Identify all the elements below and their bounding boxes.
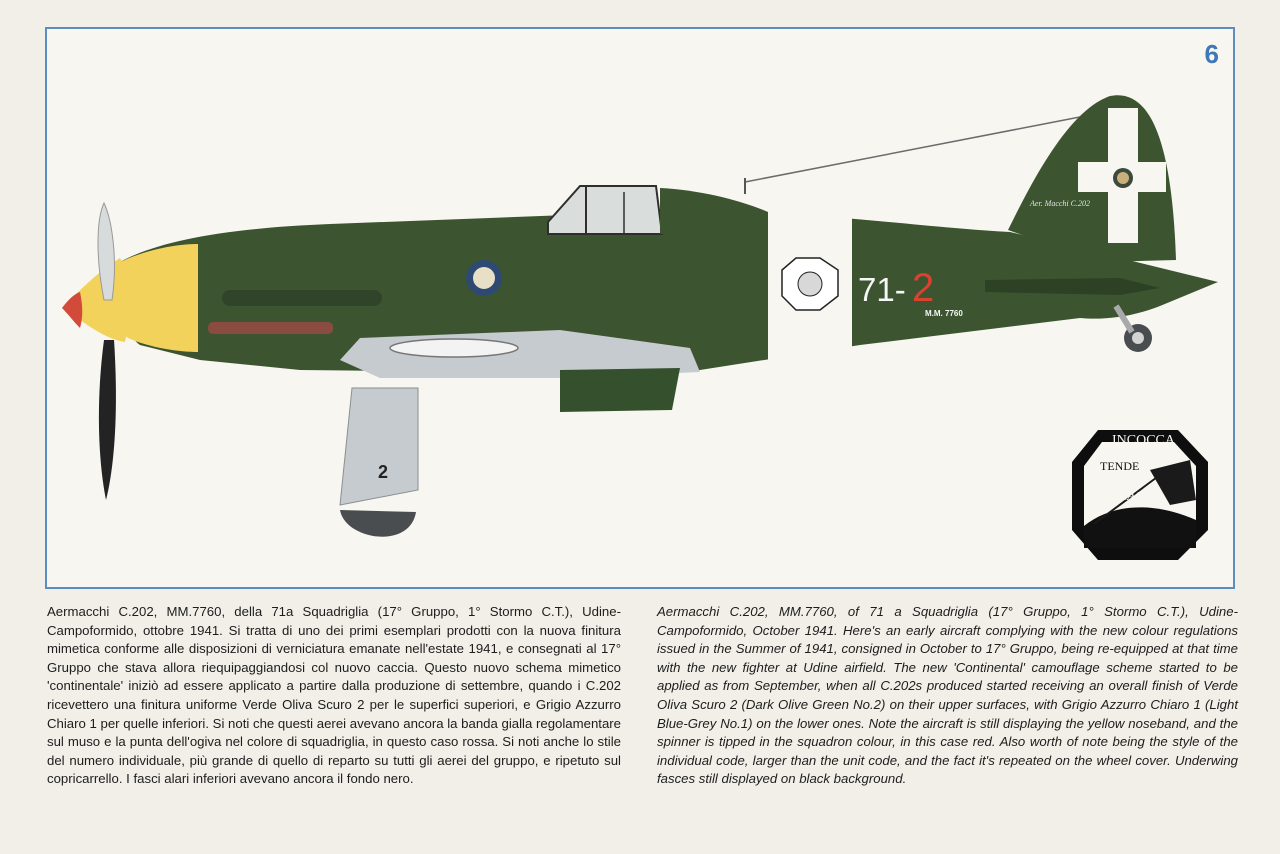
radiator-intake: [390, 339, 518, 357]
aircraft-profile-illustration: [47, 29, 1233, 587]
belly-scoop: [560, 368, 680, 412]
badge-line-2: TENDE: [1100, 459, 1140, 473]
caption-english: [657, 603, 1238, 789]
badge-line-1: INCOCCA: [1112, 433, 1176, 448]
code-unit-text: 71-: [858, 271, 906, 308]
caption-italian: [47, 603, 621, 789]
cowling-fairing: [222, 290, 382, 306]
plate-number: 6: [1204, 39, 1219, 69]
antenna-wire: [745, 116, 1085, 182]
propeller-blade-bottom: [99, 340, 116, 500]
caption-italian-text: Aermacchi C.202, MM.7760, della 71a Squadriglia (17° Gruppo, 1° Stormo C.T.), Udine-Campoformido, ottobre 1941. Si tratta di uno dei primi esemplari prodotti con la nuova finitura mimetica conforme alle disposizioni di verniciatura emanate nell'estate 1941, e consegnati al 17° Gruppo che stava allora riequipaggiandosi col nuovo caccia. Questo nuovo schema mimetico 'continentale' iniziò ad essere applicato a partire dalla produzione di settembre, quando i C.202 ricevettero una finitura uniforme Verde Oliva Scuro 2 per le superfici superiori, e Grigio Azzurro Chiaro 1 per quelle inferiori. Si noti che questi aerei avevano ancora la banda gialla regolamentare sul muso e la punta dell'ogiva nel colore di squadriglia, in questo caso rossa. Si noti anche lo stile del numero individuale, più grande di quello di reparto su tutti gli aerei del gruppo, e ripetuto sul copricarrello. I fasci alari inferiori avevano ancora il fondo nero.: [47, 604, 622, 787]
spinner-red-tip: [62, 292, 82, 328]
tail-stencil-text: Aer. Macchi C.202: [1030, 199, 1090, 208]
profile-plate: [45, 27, 1235, 589]
serial-marking-text: M.M. 7760: [925, 309, 963, 318]
exhaust-stacks: [208, 322, 333, 334]
main-gear-leg: [340, 388, 418, 505]
canopy-frame: [548, 186, 662, 234]
code-number-text: 2: [912, 266, 935, 310]
badge-line-3: SCAGLIA: [1112, 488, 1164, 503]
main-gear-wheel: [340, 510, 416, 537]
wheel-cover-number-text: 2: [378, 462, 389, 482]
caption-english-text: Aermacchi C.202, MM.7760, of 71 a Squadriglia (17° Gruppo, 1° Stormo C.T.), Udine-Campoformido, October 1941. Here's an early aircraft complying with the new colour regulations issued in the Summer of 1941, consigned in October to 17° Gruppo, being re-equipped at that time with the new fighter at Udine airfield. The new 'Continental' camouflage scheme started to be applied as from September, when all C.202s produced started receiving an overall finish of Verde Oliva Scuro 2 (Dark Olive Green No.2) on their upper surfaces, with Grigio Azzurro Chiaro 1 (Light Blue-Grey No.1) on the lower ones. Note the aircraft is still displaying the yellow noseband, and the spinner is tipped in the squadron colour, in this case red. Also worth of note being the style of the individual code, larger than the unit code, and the fact it's repeated on the wheel cover. Underwing fasces still displayed on black background.: [657, 604, 1238, 787]
